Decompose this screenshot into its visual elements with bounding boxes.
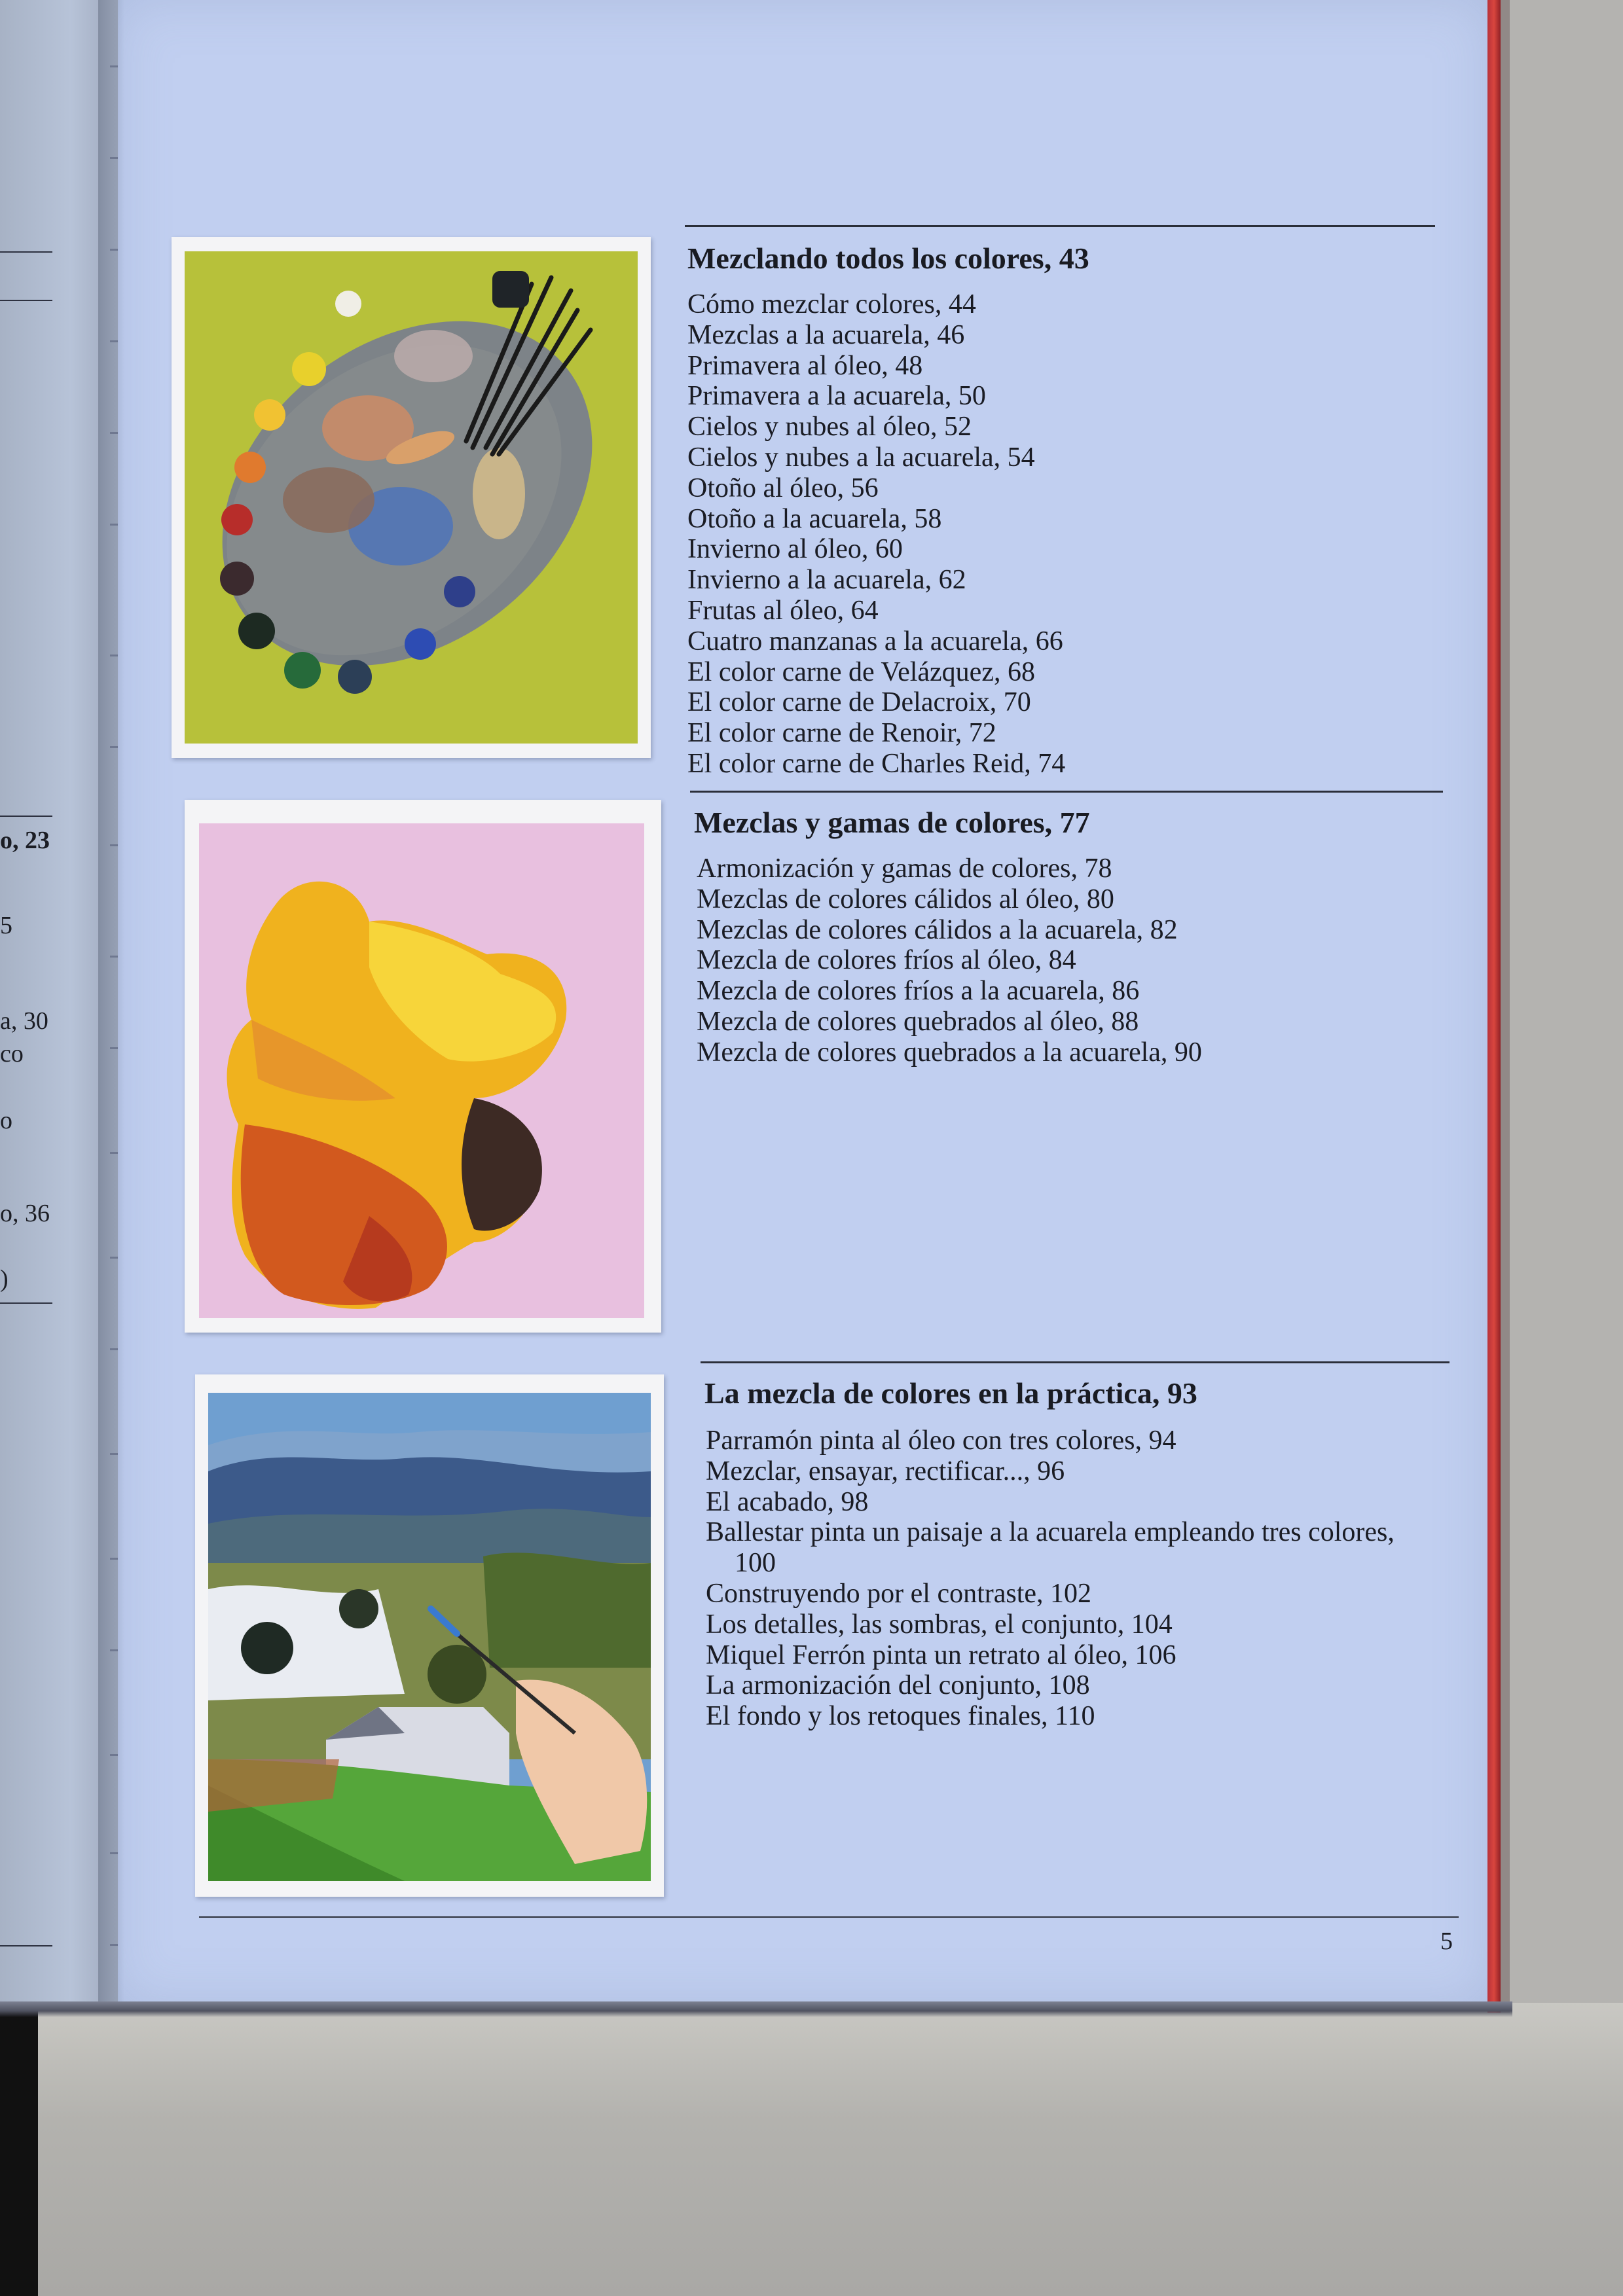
toc-entry: Otoño al óleo, 56 (687, 473, 879, 503)
toc-entry: El fondo y los retoques finales, 110 (706, 1701, 1095, 1732)
section-entries (706, 1426, 1419, 1732)
section-rule (690, 791, 1443, 793)
cover-edge-shadow (1501, 0, 1510, 2013)
toc-entry: Los detalles, las sombras, el conjunto, 104 (706, 1609, 1173, 1640)
facing-fragment: a, 30 (0, 1007, 48, 1035)
toc-entry: Ballestar pinta un paisaje a la acuarela empleando tres colores, 100 (706, 1517, 1395, 1579)
book-spine-shadow (0, 2003, 38, 2296)
landscape-painting-picture (208, 1393, 651, 1881)
toc-entry: El color carne de Delacroix, 70 (687, 687, 1031, 718)
toc-entry: Cielos y nubes al óleo, 52 (687, 412, 972, 442)
toc-entry: Primavera a la acuarela, 50 (687, 381, 986, 412)
toc-entry: La armonización del conjunto, 108 (706, 1670, 1090, 1701)
facing-fragment: o (0, 1107, 12, 1134)
section-entries (687, 289, 1065, 780)
toc-entry: El acabado, 98 (706, 1486, 869, 1517)
facing-rule (0, 1302, 52, 1304)
toc-entry: El color carne de Renoir, 72 (687, 718, 996, 749)
palette-picture (185, 251, 638, 744)
section-rule (701, 1361, 1450, 1363)
toc-entry: Invierno a la acuarela, 62 (687, 565, 966, 596)
facing-fragment: o, 23 (0, 827, 50, 854)
facing-rule (0, 300, 52, 301)
toc-entry: Primavera al óleo, 48 (687, 350, 923, 381)
cover-edge (1487, 0, 1501, 2013)
facing-rule (0, 816, 52, 817)
section-entries (697, 853, 1202, 1068)
paint-mixing-picture (199, 823, 644, 1318)
toc-entry: Frutas al óleo, 64 (687, 595, 879, 626)
toc-entry: Parramón pinta al óleo con tres colores, 94 (706, 1426, 1176, 1456)
toc-entry: Mezcla de colores quebrados al óleo, 88 (697, 1006, 1139, 1037)
binding-stitches (110, 0, 118, 2003)
facing-rule (0, 1945, 52, 1946)
section-rule (685, 225, 1435, 227)
facing-fragment: 5 (0, 912, 12, 939)
toc-entry: Mezclar, ensayar, rectificar..., 96 (706, 1456, 1065, 1486)
toc-entry: Mezclas a la acuarela, 46 (687, 319, 965, 350)
scan-background (0, 2003, 1623, 2296)
facing-fragment: o, 36 (0, 1200, 50, 1227)
facing-fragment: co (0, 1040, 24, 1067)
toc-entry: Otoño a la acuarela, 58 (687, 503, 942, 534)
facing-rule (0, 251, 52, 253)
landscape-painting-illustration (195, 1374, 664, 1897)
toc-entry: Invierno al óleo, 60 (687, 534, 903, 565)
facing-fragment: ) (0, 1265, 9, 1293)
toc-entry: Armonización y gamas de colores, 78 (697, 853, 1112, 884)
palette-illustration (172, 237, 651, 758)
section-heading: Mezclando todos los colores, 43 (687, 242, 1089, 275)
toc-entry: Construyendo por el contraste, 102 (706, 1578, 1092, 1609)
toc-entry: Mezclas de colores cálidos al óleo, 80 (697, 884, 1114, 914)
page-number: 5 (1440, 1928, 1453, 1955)
section-heading: La mezcla de colores en la práctica, 93 (704, 1376, 1197, 1410)
paint-mixing-illustration (185, 800, 661, 1333)
page-bottom-edge (0, 2001, 1512, 2017)
toc-entry: Cuatro manzanas a la acuarela, 66 (687, 626, 1063, 656)
toc-entry: Mezclas de colores cálidos a la acuarela, 82 (697, 914, 1178, 945)
section-heading: Mezclas y gamas de colores, 77 (694, 806, 1090, 839)
toc-entry: Mezcla de colores quebrados a la acuarela, 90 (697, 1037, 1202, 1067)
toc-entry: Mezcla de colores fríos al óleo, 84 (697, 945, 1076, 976)
toc-entry: Cómo mezclar colores, 44 (687, 289, 976, 319)
toc-entry: El color carne de Velázquez, 68 (687, 656, 1035, 687)
toc-entry: Cielos y nubes a la acuarela, 54 (687, 442, 1035, 473)
footer-rule (199, 1916, 1459, 1918)
toc-entry: Mezcla de colores fríos a la acuarela, 86 (697, 976, 1140, 1007)
toc-entry: El color carne de Charles Reid, 74 (687, 748, 1066, 779)
toc-entry: Miquel Ferrón pinta un retrato al óleo, 106 (706, 1640, 1176, 1670)
